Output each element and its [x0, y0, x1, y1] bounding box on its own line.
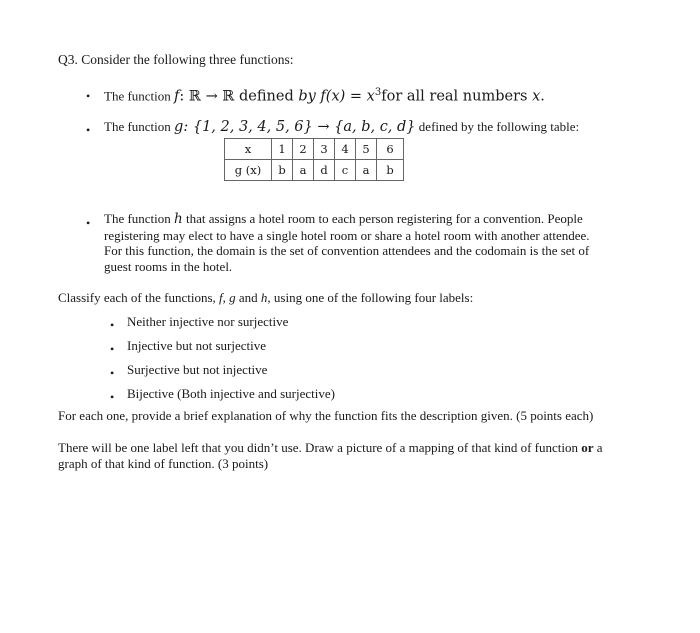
function-h-line-1 — [104, 211, 674, 228]
table-cell-x-4: 4 — [335, 139, 356, 160]
classify-h: h — [260, 290, 268, 305]
question-title: Q3. Consider the following three functions: — [58, 52, 294, 67]
table-cell-g-2: a — [293, 160, 314, 181]
function-g-definition: : {1, 2, 3, 4, 5, 6} → {a, b, c, d} — [183, 119, 416, 135]
table-row-g — [225, 160, 404, 181]
function-f-exponent: 3 — [374, 87, 382, 98]
table-cell-g-4: c — [335, 160, 356, 181]
bullet-f: • — [86, 89, 91, 103]
classify-f: f — [219, 290, 223, 305]
function-h-line-2: registering may elect to have a single hotel room or share a hotel room with another attendee. — [104, 227, 590, 243]
bullet-g: • — [86, 123, 91, 137]
function-g-description — [104, 119, 579, 135]
table-cell-g-3: d — [314, 160, 335, 181]
table-cell-g-1: b — [272, 160, 293, 181]
function-h-lead: The function — [104, 211, 175, 226]
explain-instruction: For each one, provide a brief explanation of why the function fits the description given. (5 points each) — [58, 408, 594, 423]
function-f-tail: for all real numbers — [381, 88, 533, 105]
function-g-tail: defined by the following table: — [415, 119, 580, 134]
table-header-g: g (x) — [225, 160, 272, 181]
classify-and: and — [235, 290, 261, 305]
bullet-label-2: • — [110, 342, 115, 356]
table-cell-g-6: b — [377, 160, 404, 181]
bullet-label-1: • — [110, 318, 115, 332]
final-line-1 — [58, 440, 678, 456]
table-row-x — [225, 139, 404, 160]
classify-g: g — [229, 290, 236, 305]
table-cell-x-6: 6 — [377, 139, 404, 160]
function-f-signature: : ℝ → ℝ defined — [179, 88, 299, 105]
final-line-1-b: a — [593, 440, 603, 455]
function-f-tail-var: x — [532, 88, 541, 105]
table-header-x: x — [225, 139, 272, 160]
table-cell-x-5: 5 — [356, 139, 377, 160]
final-instruction — [58, 440, 678, 471]
final-line-2: graph of that kind of function. (3 points) — [58, 455, 269, 471]
label-bijective: Bijective (Both injective and surjective) — [127, 386, 335, 401]
function-h-description — [104, 211, 674, 274]
bullet-label-4: • — [110, 390, 115, 404]
function-g-name: g — [174, 119, 184, 135]
function-f-description — [104, 85, 545, 104]
table-cell-x-2: 2 — [293, 139, 314, 160]
classify-instruction — [58, 290, 473, 306]
classify-suffix: , using one of the following four labels: — [267, 290, 474, 305]
function-h-name: h — [174, 211, 183, 227]
function-h-line-4: guest rooms in the hotel. — [104, 258, 233, 274]
function-h-line-1-text: that assigns a hotel room to each person registering for a convention. People — [182, 211, 583, 226]
classify-comma: , — [222, 290, 230, 305]
function-h-line-3: For this function, the domain is the set of convention attendees and the codomain is the set of — [104, 243, 590, 258]
label-neither: Neither injective nor surjective — [127, 314, 289, 329]
function-g-table — [224, 138, 404, 181]
final-line-1-a: There will be one label left that you didn’t use. Draw a picture of a mapping of that kind of function — [58, 440, 582, 455]
function-f-name: f — [174, 88, 180, 105]
function-g-lead: The function — [104, 119, 175, 134]
function-f-formula: by f(x) = x — [298, 88, 375, 105]
bullet-h: • — [86, 216, 91, 230]
function-f-lead: The function — [104, 88, 175, 104]
table-cell-x-1: 1 — [272, 139, 293, 160]
classify-prefix: Classify each of the functions, — [58, 290, 220, 305]
table-cell-g-5: a — [356, 160, 377, 181]
table-cell-x-3: 3 — [314, 139, 335, 160]
final-line-1-or: or — [581, 440, 594, 455]
function-f-tail-end: . — [540, 88, 545, 105]
label-surjective: Surjective but not injective — [127, 362, 268, 377]
label-injective: Injective but not surjective — [127, 338, 266, 353]
bullet-label-3: • — [110, 366, 115, 380]
